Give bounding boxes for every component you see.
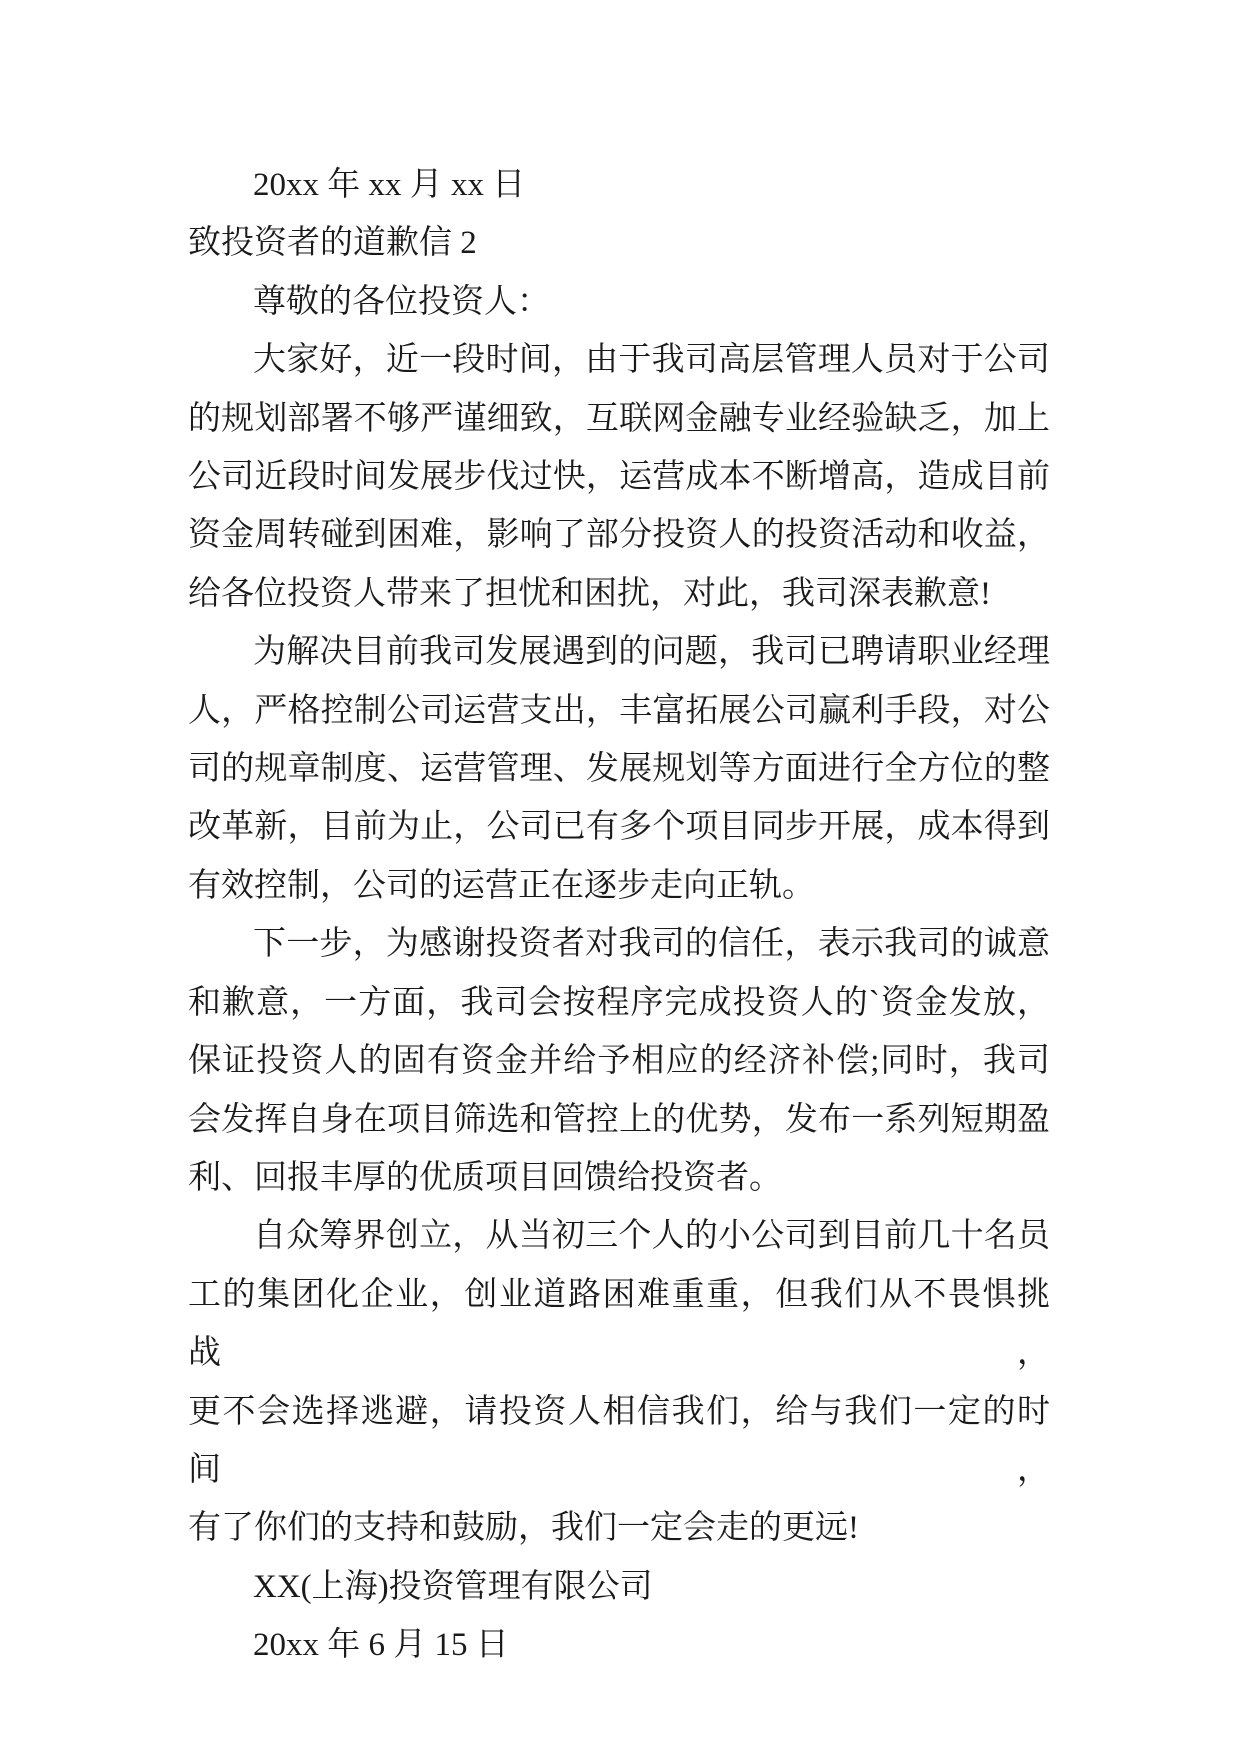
salutation: 尊敬的各位投资人： — [253, 283, 550, 320]
paragraph-2-line-5: 有效控制，公司的运营正在逐步走向正轨。 — [188, 867, 815, 904]
signature-date: 20xx 年 6 月 15 日 — [253, 1627, 509, 1664]
paragraph-2-line-2: 人，严格控制公司运营支出，丰富拓展公司赢利手段，对公 — [188, 692, 1050, 729]
paragraph-3-line-5: 利、回报丰厚的优质项目回馈给投资者。 — [188, 1159, 782, 1196]
paragraph-2-line-1: 为解决目前我司发展遇到的问题，我司已聘请职业经理 — [253, 634, 1050, 671]
paragraph-1-line-1: 大家好，近一段时间，由于我司高层管理人员对于公司 — [253, 342, 1050, 379]
paragraph-2-line-4: 改革新，目前为止，公司已有多个项目同步开展，成本得到 — [188, 809, 1050, 846]
signature-company: XX(上海)投资管理有限公司 — [253, 1568, 653, 1605]
paragraph-4-line-4: 有了你们的支持和鼓励，我们一定会走的更远! — [188, 1510, 859, 1547]
paragraph-1-line-2: 的规划部署不够严谨细致，互联网金融专业经验缺乏，加上 — [188, 400, 1050, 437]
paragraph-1-line-4: 资金周转碰到困难，影响了部分投资人的投资活动和收益， — [188, 517, 1050, 554]
paragraph-2-line-3: 司的规章制度、运营管理、发展规划等方面进行全方位的整 — [188, 751, 1050, 788]
paragraph-3-line-2: 和歉意，一方面，我司会按程序完成投资人的`资金发放， — [188, 984, 1050, 1021]
paragraph-1-line-5: 给各位投资人带来了担忧和困扰，对此，我司深表歉意! — [188, 575, 991, 612]
letter-body — [188, 156, 1050, 1675]
paragraph-4-line-1: 自众筹界创立，从当初三个人的小公司到目前几十名员 — [253, 1218, 1050, 1255]
section-heading: 致投资者的道歉信 2 — [188, 225, 477, 262]
paragraph-1-line-3: 公司近段时间发展步伐过快，运营成本不断增高，造成目前 — [188, 459, 1050, 496]
paragraph-4-line-2: 工的集团化企业，创业道路困难重重，但我们从不畏惧挑战， — [188, 1276, 1050, 1372]
paragraph-3-line-4: 会发挥自身在项目筛选和管控上的优势，发布一系列短期盈 — [188, 1101, 1050, 1138]
previous-letter-date: 20xx 年 xx 月 xx 日 — [253, 167, 526, 203]
paragraph-3-line-1: 下一步，为感谢投资者对我司的信任，表示我司的诚意 — [253, 926, 1050, 963]
paragraph-4-line-3: 更不会选择逃避，请投资人相信我们，给与我们一定的时间， — [188, 1393, 1050, 1488]
paragraph-3-line-3: 保证投资人的固有资金并给予相应的经济补偿;同时，我司 — [188, 1043, 1050, 1080]
